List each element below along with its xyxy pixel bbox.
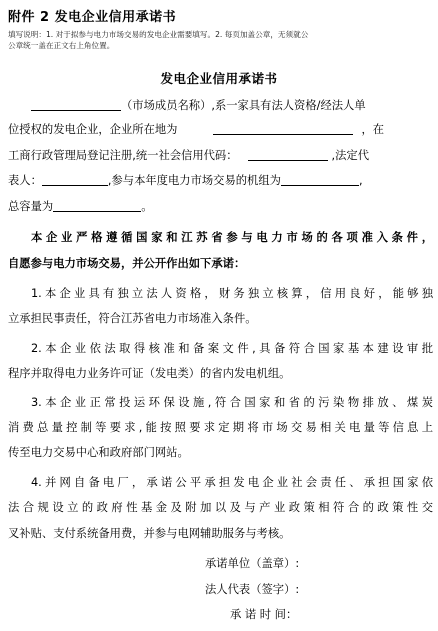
instruction-line-1: 填写说明：1. 对于拟参与电力市场交易的发电企业需要填写。2. 每页加盖公章，无须就公 [8,30,309,39]
signature-time: 承 诺 时 间： [230,608,298,621]
item-3-line-2: 消费总量控制等要求,能按照要求定期将市场交易相关电量等信息上 [8,421,433,434]
item-3-line-1: 3.本企业正常投运环保设施,符合国家和省的污染物排放、煤炭 [31,396,433,409]
p1-line-5: 总容量为 。 [8,200,153,213]
item-2-line-2: 程序并取得电力业务许可证（发电类）的省内发电机组。 [8,367,291,380]
p2-line-1: 本企业严格遵循国家和江苏省参与电力市场的各项准入条件， [31,231,433,244]
signature-legal-rep: 法人代表（签字）: [205,583,300,596]
filling-instructions [8,29,433,51]
legal-rep-blank[interactable] [42,173,108,186]
member-name-blank[interactable] [31,98,121,111]
p1-line-3: 工商行政管理局登记注册,统一社会信用代码： ,法定代 [8,149,370,162]
capacity-blank[interactable] [53,199,141,212]
location-blank[interactable] [213,122,353,135]
item-2-line-1: 2.本企业依法取得核准和备案文件,具备符合国家基本建设审批 [31,342,433,355]
units-blank[interactable] [281,173,359,186]
item-4-line-3: 叉补贴、支付系统备用费，并参与电网辅助服务与考核。 [8,527,291,540]
signature-unit: 承诺单位（盖章）: [205,557,300,570]
item-4-line-1: 4.并网自备电厂，承诺公平承担发电企业社会责任、承担国家依 [31,476,433,489]
p1-line-2: 位授权的发电企业，企业所在地为 ，在 [8,123,385,136]
item-1-line-2: 立承担民事责任，符合江苏省电力市场准入条件。 [8,312,257,325]
p2-line-2: 自愿参与电力市场交易，并公开作出如下承诺： [8,257,246,270]
p1-line-4: 表人： ,参与本年度电力市场交易的机组为 , [8,174,363,187]
p1-line-1: （市场成员名称）,系一家具有法人资格/经法人单 [8,98,433,114]
instruction-line-2: 公章统一盖在正文右上角位置。 [8,41,115,50]
attachment-title: 附件 2 发电企业信用承诺书 [8,10,177,25]
item-4-line-2: 法合规设立的政府性基金及附加以及与产业政策相符合的政策性交 [8,501,433,514]
credit-code-blank[interactable] [248,148,328,161]
item-1-line-1: 1.本企业具有独立法人资格，财务独立核算，信用良好，能够独 [31,287,433,300]
document-title: 发电企业信用承诺书 [160,71,278,86]
item-3-line-3: 传至电力交易中心和政府部门网站。 [8,446,189,459]
